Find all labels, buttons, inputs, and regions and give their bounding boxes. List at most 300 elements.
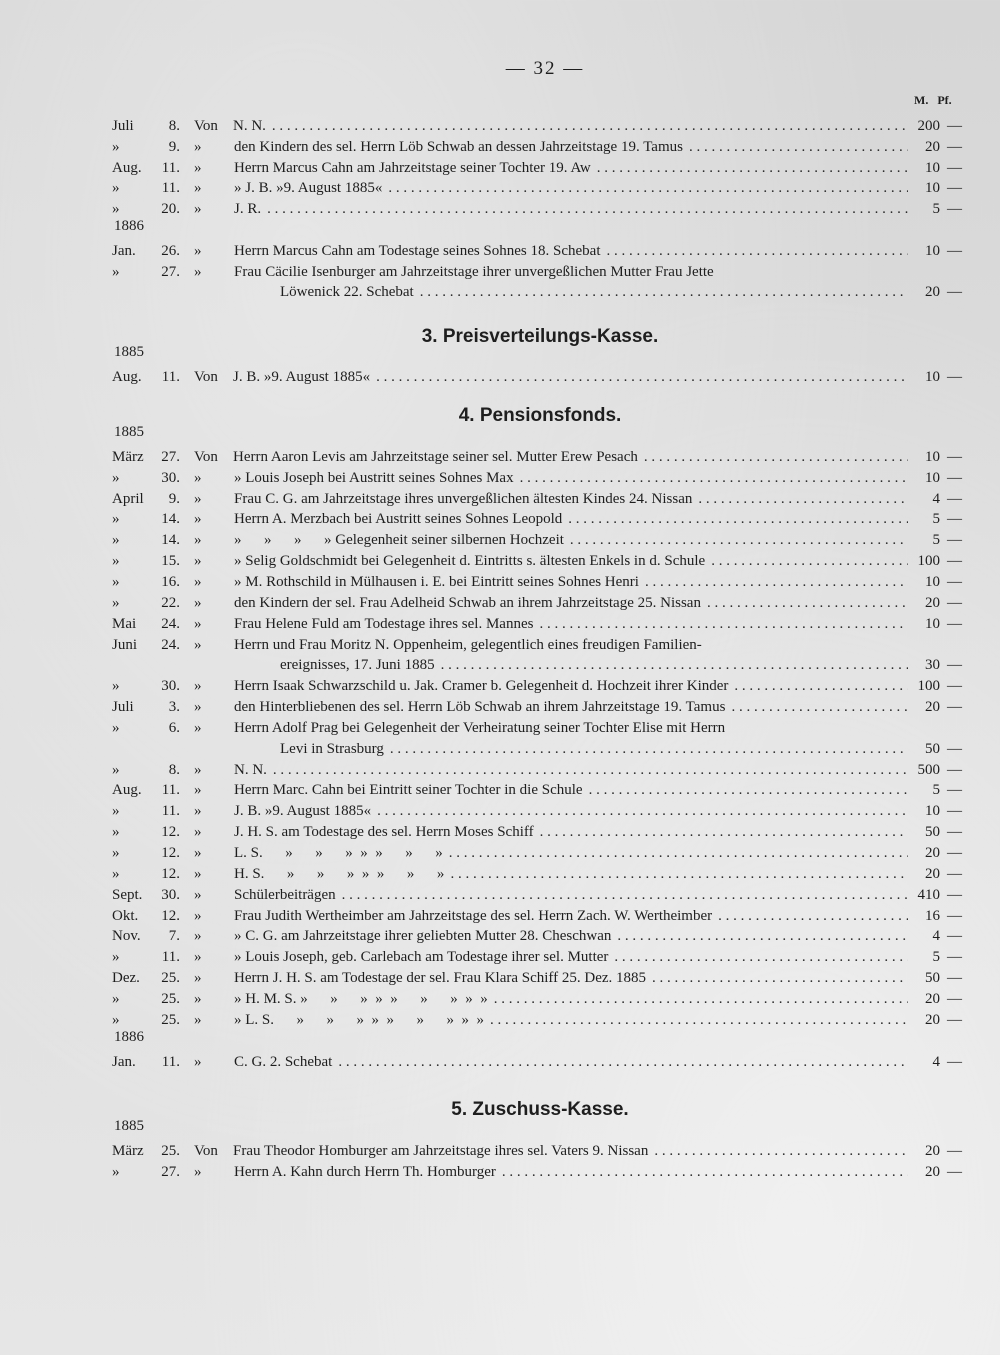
ledger-row xyxy=(0,1010,1000,1030)
entry-day: 9. xyxy=(168,138,180,155)
entry-month: Juli xyxy=(112,118,134,134)
leader-dots xyxy=(614,947,908,967)
entry-description-line xyxy=(234,593,908,613)
entry-month: Aug. xyxy=(112,782,142,799)
entry-prefix: » xyxy=(194,573,202,590)
leader-dots xyxy=(568,509,908,529)
entry-prefix: » xyxy=(194,511,202,528)
entry-month: Mai xyxy=(112,615,137,632)
mark-column-header: M. xyxy=(914,93,929,107)
entry-day: 24. xyxy=(161,636,180,653)
entry-day: 15. xyxy=(161,553,180,570)
entry-amount-mark: 10 xyxy=(925,448,940,465)
entry-amount-pfennig: — xyxy=(947,865,962,882)
year-label: 1885 xyxy=(114,1118,144,1134)
entry-month: » xyxy=(112,865,120,882)
pfennig-column-header: Pf. xyxy=(937,93,952,107)
entry-prefix: » xyxy=(194,532,202,549)
entry-description-line xyxy=(234,718,960,738)
entry-description: Herrn und Frau Moritz N. Oppenheim, gelegentlich eines freudigen Familien- xyxy=(234,636,702,653)
entry-description-line xyxy=(280,655,908,675)
entry-amount-pfennig: — xyxy=(947,657,962,674)
entry-day: 8. xyxy=(168,761,180,778)
entry-month: Okt. xyxy=(112,907,139,924)
entry-description: Frau Judith Wertheimber am Jahrzeitstage des sel. Herrn Zach. W. Wertheimber xyxy=(234,907,713,924)
entry-day: 27. xyxy=(161,1163,180,1180)
entry-month: » xyxy=(112,511,120,528)
entry-amount-mark: 50 xyxy=(925,824,940,841)
ledger-row xyxy=(0,947,1000,967)
ledger-row xyxy=(0,1141,1000,1161)
ledger-row xyxy=(0,572,1000,592)
entry-prefix: » xyxy=(194,636,202,653)
entry-description: » » » » Gelegenheit seiner silbernen Hochzeit xyxy=(234,532,564,549)
entry-prefix: » xyxy=(194,782,202,799)
entry-amount-mark: 410 xyxy=(917,886,940,903)
entry-description: Herrn Marc. Cahn bei Eintritt seiner Tochter in die Schule xyxy=(234,782,583,799)
entry-amount-pfennig: — xyxy=(947,970,962,987)
entry-prefix: » xyxy=(194,678,202,695)
entry-description: H. S. » » » » » » » xyxy=(234,865,445,882)
entry-prefix: » xyxy=(194,845,202,861)
entry-prefix: Von xyxy=(194,118,218,134)
entry-amount-pfennig: — xyxy=(947,284,962,301)
entry-description-line xyxy=(234,1162,908,1182)
entry-description: J. H. S. am Todestage des sel. Herrn Moses Schiff xyxy=(234,824,534,841)
leader-dots xyxy=(597,158,908,178)
entry-month: » xyxy=(112,949,120,966)
ledger-row xyxy=(0,468,1000,488)
entry-day: 8. xyxy=(168,118,180,134)
leader-dots xyxy=(607,241,908,261)
leader-dots xyxy=(388,178,908,198)
entry-amount-mark: 10 xyxy=(925,615,940,632)
entry-description-line xyxy=(234,676,908,696)
entry-amount-mark: 4 xyxy=(932,1053,940,1070)
entry-amount-pfennig: — xyxy=(947,532,962,549)
entry-amount-pfennig: — xyxy=(947,803,962,820)
entry-amount-pfennig: — xyxy=(947,740,962,757)
entry-amount-mark: 50 xyxy=(925,740,940,757)
entry-description-line xyxy=(234,885,908,905)
entry-day: 24. xyxy=(161,615,180,632)
entry-amount-pfennig: — xyxy=(947,201,962,218)
year-label: 1885 xyxy=(114,344,144,360)
entry-amount-mark: 100 xyxy=(917,678,940,695)
leader-dots xyxy=(645,572,908,592)
entry-amount-pfennig: — xyxy=(947,573,962,590)
entry-month: März xyxy=(112,1142,144,1159)
entry-amount-mark: 5 xyxy=(932,949,940,966)
entry-day: 12. xyxy=(161,824,180,841)
entry-description-line xyxy=(234,926,908,946)
ledger-row xyxy=(0,760,1000,780)
leader-dots xyxy=(540,822,908,842)
ledger-row xyxy=(0,843,1000,863)
entry-day: 14. xyxy=(161,511,180,528)
leader-dots xyxy=(502,1162,908,1182)
entry-month: Nov. xyxy=(112,928,141,945)
entry-description: Frau C. G. am Jahrzeitstage ihres unvergeßlichen ältesten Kindes 24. Nissan xyxy=(234,490,693,507)
entry-amount-pfennig: — xyxy=(947,553,962,570)
entry-description-line xyxy=(280,282,908,302)
entry-description-line xyxy=(234,178,908,198)
leader-dots xyxy=(718,906,908,926)
entry-prefix: » xyxy=(194,242,202,259)
entry-amount-mark: 10 xyxy=(925,573,940,590)
entry-description-line xyxy=(234,822,908,842)
entry-day: 12. xyxy=(161,865,180,882)
entry-description: Herrn A. Merzbach bei Austritt seines Sohnes Leopold xyxy=(234,511,563,528)
entry-description: » Selig Goldschmidt bei Gelegenheit d. Eintritts s. ältesten Enkels in d. Schule xyxy=(234,553,706,570)
leader-dots xyxy=(731,697,908,717)
entry-description-line xyxy=(234,489,908,509)
entry-month: » xyxy=(112,1163,120,1180)
entry-amount-pfennig: — xyxy=(947,990,962,1007)
entry-day: 3. xyxy=(168,699,180,716)
entry-prefix: » xyxy=(194,886,202,903)
leader-dots xyxy=(441,655,908,675)
entry-description-line xyxy=(234,509,908,529)
leader-dots xyxy=(539,614,908,634)
ledger-row xyxy=(0,739,1000,759)
entry-month: Aug. xyxy=(112,159,142,176)
entry-day: 22. xyxy=(161,594,180,611)
entry-description: J. R. xyxy=(234,201,262,218)
entry-amount-mark: 20 xyxy=(925,594,940,611)
entry-description-line xyxy=(234,1052,908,1072)
entry-amount-pfennig: — xyxy=(947,159,962,176)
entry-description: Herrn Adolf Prag bei Gelegenheit der Verheiratung seiner Tochter Elise mit Herrn xyxy=(234,719,726,736)
entry-month: Sept. xyxy=(112,886,143,903)
entry-description: den Kindern der sel. Frau Adelheid Schwab an ihrem Jahrzeitstage 25. Nissan xyxy=(234,594,701,611)
entry-month: » xyxy=(112,719,120,736)
entry-description: den Kindern des sel. Herrn Löb Schwab an dessen Jahrzeitstage 19. Tamus xyxy=(234,138,683,155)
entry-day: 30. xyxy=(161,886,180,903)
entry-description: Frau Cäcilie Isenburger am Jahrzeitstage ihrer unvergeßlichen Mutter Frau Jette xyxy=(234,263,714,280)
entry-amount-mark: 4 xyxy=(932,928,940,945)
entry-prefix: » xyxy=(194,699,202,716)
entry-description-line xyxy=(234,1010,908,1030)
entry-month: » xyxy=(112,469,120,486)
entry-month: » xyxy=(112,845,120,861)
ledger-row xyxy=(0,489,1000,509)
entry-amount-mark: 10 xyxy=(925,159,940,176)
ledger-row xyxy=(0,447,1000,467)
entry-month: » xyxy=(112,824,120,841)
entry-month: Aug. xyxy=(112,368,142,385)
leader-dots xyxy=(273,760,908,780)
entry-day: 11. xyxy=(161,368,180,385)
ledger-row xyxy=(0,241,1000,261)
entry-description: ereignisses, 17. Juni 1885 xyxy=(280,657,435,674)
ledger-row xyxy=(0,926,1000,946)
entry-description: C. G. 2. Schebat xyxy=(234,1053,333,1070)
leader-dots xyxy=(711,551,908,571)
ledger-row xyxy=(0,530,1000,550)
entry-amount-mark: 20 xyxy=(925,990,940,1007)
leader-dots xyxy=(449,843,908,863)
entry-amount-mark: 20 xyxy=(925,699,940,716)
entry-day: 11. xyxy=(161,803,180,820)
entry-description: Herrn Aaron Levis am Jahrzeitstage seiner sel. Mutter Erew Pesach xyxy=(233,448,638,465)
entry-description-line xyxy=(233,116,908,136)
ledger-row xyxy=(0,178,1000,198)
entry-day: 12. xyxy=(161,907,180,924)
entry-amount-mark: 5 xyxy=(932,201,940,218)
entry-month: » xyxy=(112,532,120,549)
entry-amount-mark: 20 xyxy=(925,865,940,882)
leader-dots xyxy=(652,968,908,988)
entry-description-line xyxy=(234,468,908,488)
entry-day: 26. xyxy=(161,242,180,259)
entry-prefix: » xyxy=(194,553,202,570)
entry-month: » xyxy=(112,1011,120,1028)
entry-day: 11. xyxy=(161,782,180,799)
ledger-row xyxy=(0,864,1000,884)
section-heading: 3. Preisverteilungs-Kasse. xyxy=(421,326,659,347)
ledger-row xyxy=(0,718,1000,738)
entry-prefix: » xyxy=(194,1011,202,1028)
entry-amount-pfennig: — xyxy=(947,138,962,155)
entry-prefix: » xyxy=(194,138,202,155)
entry-month: Dez. xyxy=(112,970,140,987)
entry-description: J. B. »9. August 1885« xyxy=(233,368,371,385)
entry-month: Juni xyxy=(112,636,138,653)
entry-description: Herrn A. Kahn durch Herrn Th. Homburger xyxy=(234,1163,496,1180)
entry-day: 30. xyxy=(161,678,180,695)
ledger-row xyxy=(0,906,1000,926)
ledger-row xyxy=(0,697,1000,717)
entry-description: Frau Theodor Homburger am Jahrzeitstage ihres sel. Vaters 9. Nissan xyxy=(233,1142,649,1159)
entry-amount-mark: 10 xyxy=(925,368,940,385)
entry-description-line xyxy=(234,968,908,988)
entry-amount-pfennig: — xyxy=(947,180,962,197)
entry-description-line xyxy=(234,635,960,655)
entry-amount-mark: 10 xyxy=(925,242,940,259)
entry-description: J. B. »9. August 1885« xyxy=(234,803,372,820)
entry-description-line xyxy=(234,906,908,926)
entry-prefix: » xyxy=(194,201,202,218)
entry-month: Juli xyxy=(112,699,134,716)
entry-day: 9. xyxy=(168,490,180,507)
entry-prefix: Von xyxy=(194,448,218,465)
leader-dots xyxy=(689,137,908,157)
ledger-row xyxy=(0,822,1000,842)
entry-amount-pfennig: — xyxy=(947,615,962,632)
ledger-row xyxy=(0,885,1000,905)
entry-amount-mark: 5 xyxy=(932,782,940,799)
entry-description-line xyxy=(234,843,908,863)
entry-amount-mark: 50 xyxy=(925,970,940,987)
entry-amount-pfennig: — xyxy=(947,1142,962,1159)
entry-description-line xyxy=(234,530,908,550)
entry-description-line xyxy=(234,572,908,592)
entry-month: April xyxy=(112,490,144,507)
entry-amount-mark: 20 xyxy=(925,845,940,861)
page-number: — 32 — xyxy=(505,58,585,79)
entry-amount-pfennig: — xyxy=(947,594,962,611)
ledger-row xyxy=(0,509,1000,529)
entry-month: Jan. xyxy=(112,1053,136,1070)
entry-amount-mark: 5 xyxy=(932,511,940,528)
entry-prefix: » xyxy=(194,263,202,280)
entry-day: 11. xyxy=(161,159,180,176)
entry-day: 12. xyxy=(161,845,180,861)
year-label: 1886 xyxy=(114,1028,144,1045)
entry-description-line xyxy=(234,137,908,157)
entry-amount-pfennig: — xyxy=(947,242,962,259)
entry-prefix: » xyxy=(194,928,202,945)
entry-amount-mark: 20 xyxy=(925,1011,940,1028)
leader-dots xyxy=(377,801,908,821)
entry-description: » L. S. » » » » » » » » » xyxy=(234,1011,485,1028)
entry-amount-pfennig: — xyxy=(947,886,962,903)
entry-amount-pfennig: — xyxy=(947,1163,962,1180)
leader-dots xyxy=(654,1141,908,1161)
entry-amount-pfennig: — xyxy=(947,1011,962,1028)
ledger-row xyxy=(0,116,1000,136)
entry-description: N. N. xyxy=(234,761,267,778)
entry-prefix: » xyxy=(194,615,202,632)
entry-description: » Louis Joseph bei Austritt seines Sohnes Max xyxy=(234,469,514,486)
ledger-row xyxy=(0,676,1000,696)
entry-month: » xyxy=(112,201,120,218)
entry-prefix: » xyxy=(194,949,202,966)
section-heading: 5. Zuschuss-Kasse. xyxy=(451,1099,629,1120)
leader-dots xyxy=(570,530,908,550)
ledger-row xyxy=(0,199,1000,219)
entry-description-line xyxy=(233,447,908,467)
entry-month: » xyxy=(112,180,120,197)
entry-amount-pfennig: — xyxy=(947,824,962,841)
entry-description-line xyxy=(234,241,908,261)
entry-amount-mark: 10 xyxy=(925,180,940,197)
ledger-row xyxy=(0,614,1000,634)
entry-description: N. N. xyxy=(233,118,266,134)
ledger-row xyxy=(0,158,1000,178)
ledger-row xyxy=(0,137,1000,157)
entry-prefix: » xyxy=(194,1053,202,1070)
ledger-row xyxy=(0,367,1000,387)
year-label: 1885 xyxy=(114,424,144,440)
entry-description-line xyxy=(234,801,908,821)
ledger-row xyxy=(0,968,1000,988)
ledger-row xyxy=(0,282,1000,302)
entry-description: Frau Helene Fuld am Todestage ihres sel. Mannes xyxy=(234,615,534,632)
entry-description: Schülerbeiträgen xyxy=(234,886,336,903)
entry-amount-pfennig: — xyxy=(947,469,962,486)
entry-description-line xyxy=(234,780,908,800)
entry-prefix: » xyxy=(194,594,202,611)
entry-amount-pfennig: — xyxy=(947,368,962,385)
leader-dots xyxy=(450,864,908,884)
entry-amount-pfennig: — xyxy=(947,928,962,945)
entry-description-line xyxy=(234,551,908,571)
entry-day: 30. xyxy=(161,469,180,486)
entry-amount-mark: 500 xyxy=(917,761,940,778)
entry-description-line xyxy=(234,864,908,884)
entry-prefix: » xyxy=(194,970,202,987)
entry-prefix: » xyxy=(194,907,202,924)
entry-amount-mark: 200 xyxy=(917,118,940,134)
entry-description: Herrn Marcus Cahn am Todestage seines Sohnes 18. Schebat xyxy=(234,242,601,259)
entry-description: » C. G. am Jahrzeitstage ihrer geliebten Mutter 28. Cheschwan xyxy=(234,928,612,945)
entry-prefix: » xyxy=(194,865,202,882)
entry-description-line xyxy=(234,989,908,1009)
entry-description: » M. Rothschild in Mülhausen i. E. bei Eintritt seines Sohnes Henri xyxy=(234,573,639,590)
ledger-row xyxy=(0,780,1000,800)
leader-dots xyxy=(490,1010,908,1030)
entry-description: L. S. » » » » » » » xyxy=(234,845,443,861)
column-headers xyxy=(914,93,952,108)
entry-description-line xyxy=(233,367,908,387)
entry-amount-mark: 16 xyxy=(925,907,940,924)
entry-amount-pfennig: — xyxy=(947,949,962,966)
entry-prefix: » xyxy=(194,469,202,486)
ledger-row xyxy=(0,989,1000,1009)
year-label: 1886 xyxy=(114,218,144,234)
entry-amount-pfennig: — xyxy=(947,678,962,695)
leader-dots xyxy=(644,447,908,467)
entry-prefix: » xyxy=(194,990,202,1007)
ledger-row xyxy=(0,262,1000,282)
entry-amount-pfennig: — xyxy=(947,907,962,924)
entry-amount-mark: 20 xyxy=(925,1163,940,1180)
entry-day: 14. xyxy=(161,532,180,549)
entry-day: 11. xyxy=(161,180,180,197)
entry-description-line xyxy=(233,1141,908,1161)
entry-month: » xyxy=(112,803,120,820)
entry-amount-mark: 20 xyxy=(925,1142,940,1159)
leader-dots xyxy=(589,780,908,800)
entry-description: Herrn Marcus Cahn am Jahrzeitstage seiner Tochter 19. Aw xyxy=(234,159,591,176)
entry-month: » xyxy=(112,761,120,778)
ledger-row xyxy=(0,635,1000,655)
entry-day: 27. xyxy=(161,448,180,465)
entry-description: Herrn J. H. S. am Todestage der sel. Frau Klara Schiff 25. Dez. 1885 xyxy=(234,970,647,987)
entry-amount-mark: 20 xyxy=(925,284,940,301)
leader-dots xyxy=(707,593,908,613)
entry-prefix: » xyxy=(194,803,202,820)
entry-day: 27. xyxy=(161,263,180,280)
entry-description: » H. M. S. » » » » » » » » » xyxy=(234,990,488,1007)
entry-prefix: Von xyxy=(194,368,218,385)
entry-prefix: » xyxy=(194,180,202,197)
entry-month: März xyxy=(112,448,144,465)
entry-day: 25. xyxy=(161,970,180,987)
entry-description-line xyxy=(234,158,908,178)
entry-amount-mark: 100 xyxy=(917,553,940,570)
leader-dots xyxy=(698,489,908,509)
entry-amount-pfennig: — xyxy=(947,490,962,507)
ledger-row xyxy=(0,655,1000,675)
leader-dots xyxy=(734,676,908,696)
entry-month: » xyxy=(112,553,120,570)
entry-description: Löwenick 22. Schebat xyxy=(280,284,414,301)
leader-dots xyxy=(390,739,908,759)
entry-day: 25. xyxy=(161,1142,180,1159)
leader-dots xyxy=(617,926,908,946)
entry-description: Herrn Isaak Schwarzschild u. Jak. Cramer b. Gelegenheit d. Hochzeit ihrer Kinder xyxy=(234,678,729,695)
leader-dots xyxy=(267,199,908,219)
entry-amount-mark: 4 xyxy=(932,490,940,507)
entry-description-line xyxy=(234,199,908,219)
leader-dots xyxy=(338,1052,908,1072)
entry-amount-pfennig: — xyxy=(947,782,962,799)
entry-prefix: » xyxy=(194,761,202,778)
entry-amount-mark: 30 xyxy=(925,657,940,674)
